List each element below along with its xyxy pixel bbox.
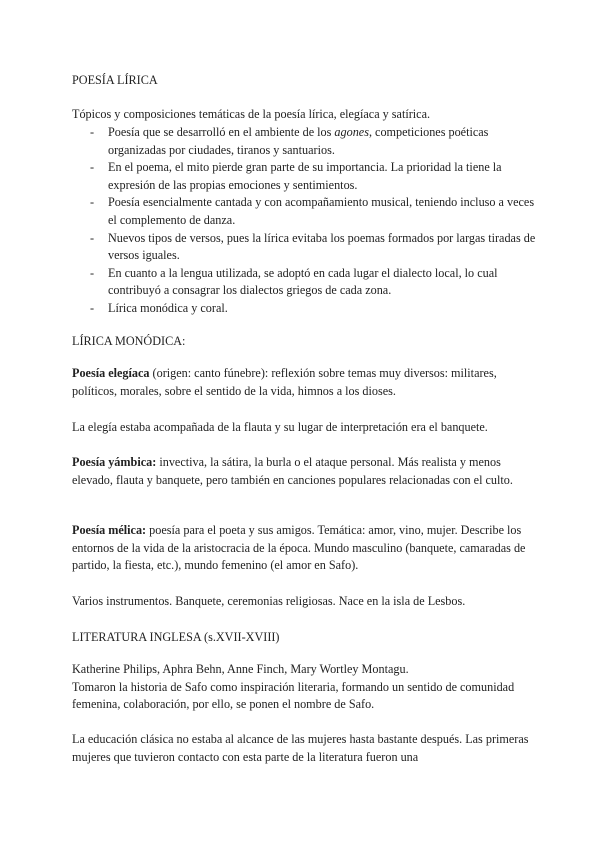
- list-item-text: Poesía que se desarrolló en el ambiente de los: [108, 125, 335, 139]
- term-elegiaca: Poesía elegíaca: [72, 366, 150, 380]
- text-melica: poesía para el poeta y sus amigos. Temática: amor, vino, mujer. Describe los entornos de la vida de la aristocracia de la época. Mundo masculino (banquete, camaradas de partido, la fiesta, etc.), mundo femenino (el amor en Safo).: [72, 523, 526, 573]
- list-item-text: En cuanto a la lengua utilizada, se adoptó en cada lugar el dialecto local, lo cual contribuyó a consagrar los dialectos griegos de cada zona.: [108, 265, 498, 298]
- intro-paragraph: Tópicos y composiciones temáticas de la poesía lírica, elegíaca y satírica.: [72, 107, 431, 121]
- section-title-literatura-inglesa: LITERATURA INGLESA (s.XVII-XVIII): [72, 630, 280, 644]
- list-item-text: Nuevos tipos de versos, pues la lírica evitaba los poemas formados por largas tiradas de versos iguales.: [108, 230, 536, 263]
- bullet-dash: -: [90, 300, 95, 315]
- list-item-text: Poesía esencialmente cantada y con acompañamiento musical, teniendo incluso a veces el complemento de danza.: [108, 195, 535, 227]
- list-item: [72, 265, 542, 300]
- list-item: [72, 159, 542, 194]
- section-title-lirica-monodica: LÍRICA MONÓDICA:: [72, 334, 186, 348]
- paragraph-authors: [72, 661, 532, 714]
- list-item-text: Lírica monódica y coral.: [108, 300, 228, 315]
- paragraph-elegia-note: La elegía estaba acompañada de la flauta y su lugar de interpretación era el banquete.: [72, 420, 488, 434]
- paragraph-yambica: [72, 454, 532, 489]
- list-item-text: En el poema, el mito pierde gran parte de su importancia. La prioridad la tiene la expresión de las propias emociones y sentimientos.: [108, 160, 502, 192]
- list-item: [72, 194, 542, 229]
- bullet-dash: -: [90, 265, 95, 280]
- list-item-text-cont: , competiciones poéticas organizadas por ciudades, tiranos y santuarios.: [108, 125, 489, 157]
- bullet-dash: -: [90, 125, 95, 139]
- text-elegiaca: (origen: canto fúnebre): reflexión sobre temas muy diversos: militares, políticos, morales, sobre el sentido de la vida, himnos a los dioses.: [72, 366, 497, 398]
- term-melica: Poesía mélica:: [72, 523, 147, 537]
- text-yambica: invectiva, la sátira, la burla o el ataque personal. Más realista y menos elevado, flauta y banquete, pero también en canciones populares relacionadas con el culto.: [72, 455, 513, 487]
- term-yambica: Poesía yámbica:: [72, 455, 157, 469]
- bullet-dash: -: [90, 160, 95, 175]
- list-item: [72, 124, 542, 159]
- bullet-dash: -: [90, 230, 95, 245]
- bullet-dash: -: [90, 195, 95, 210]
- list-item: [72, 230, 542, 265]
- section-title-poesia-lirica: POESÍA LÍRICA: [72, 73, 158, 87]
- paragraph-elegiaca: [72, 365, 532, 400]
- paragraph-educacion: La educación clásica no estaba al alcance de las mujeres hasta bastante después. Las primeras mujeres que tuvieron contacto con esta parte de la literatura fueron una: [72, 732, 529, 764]
- list-item: [72, 300, 542, 318]
- paragraph-melica: [72, 522, 532, 575]
- authors-line: Katherine Philips, Aphra Behn, Anne Finch, Mary Wortley Montagu.: [72, 662, 409, 676]
- authors-text: Tomaron la historia de Safo como inspiración literaria, formando un sentido de comunidad femenina, colaboración, por ello, se ponen el nombre de Safo.: [72, 679, 515, 712]
- bullet-list: [72, 124, 542, 318]
- list-item-emphasis: agones: [334, 125, 369, 139]
- paragraph-instrumentos: Varios instrumentos. Banquete, ceremonias religiosas. Nace en la isla de Lesbos.: [72, 594, 466, 608]
